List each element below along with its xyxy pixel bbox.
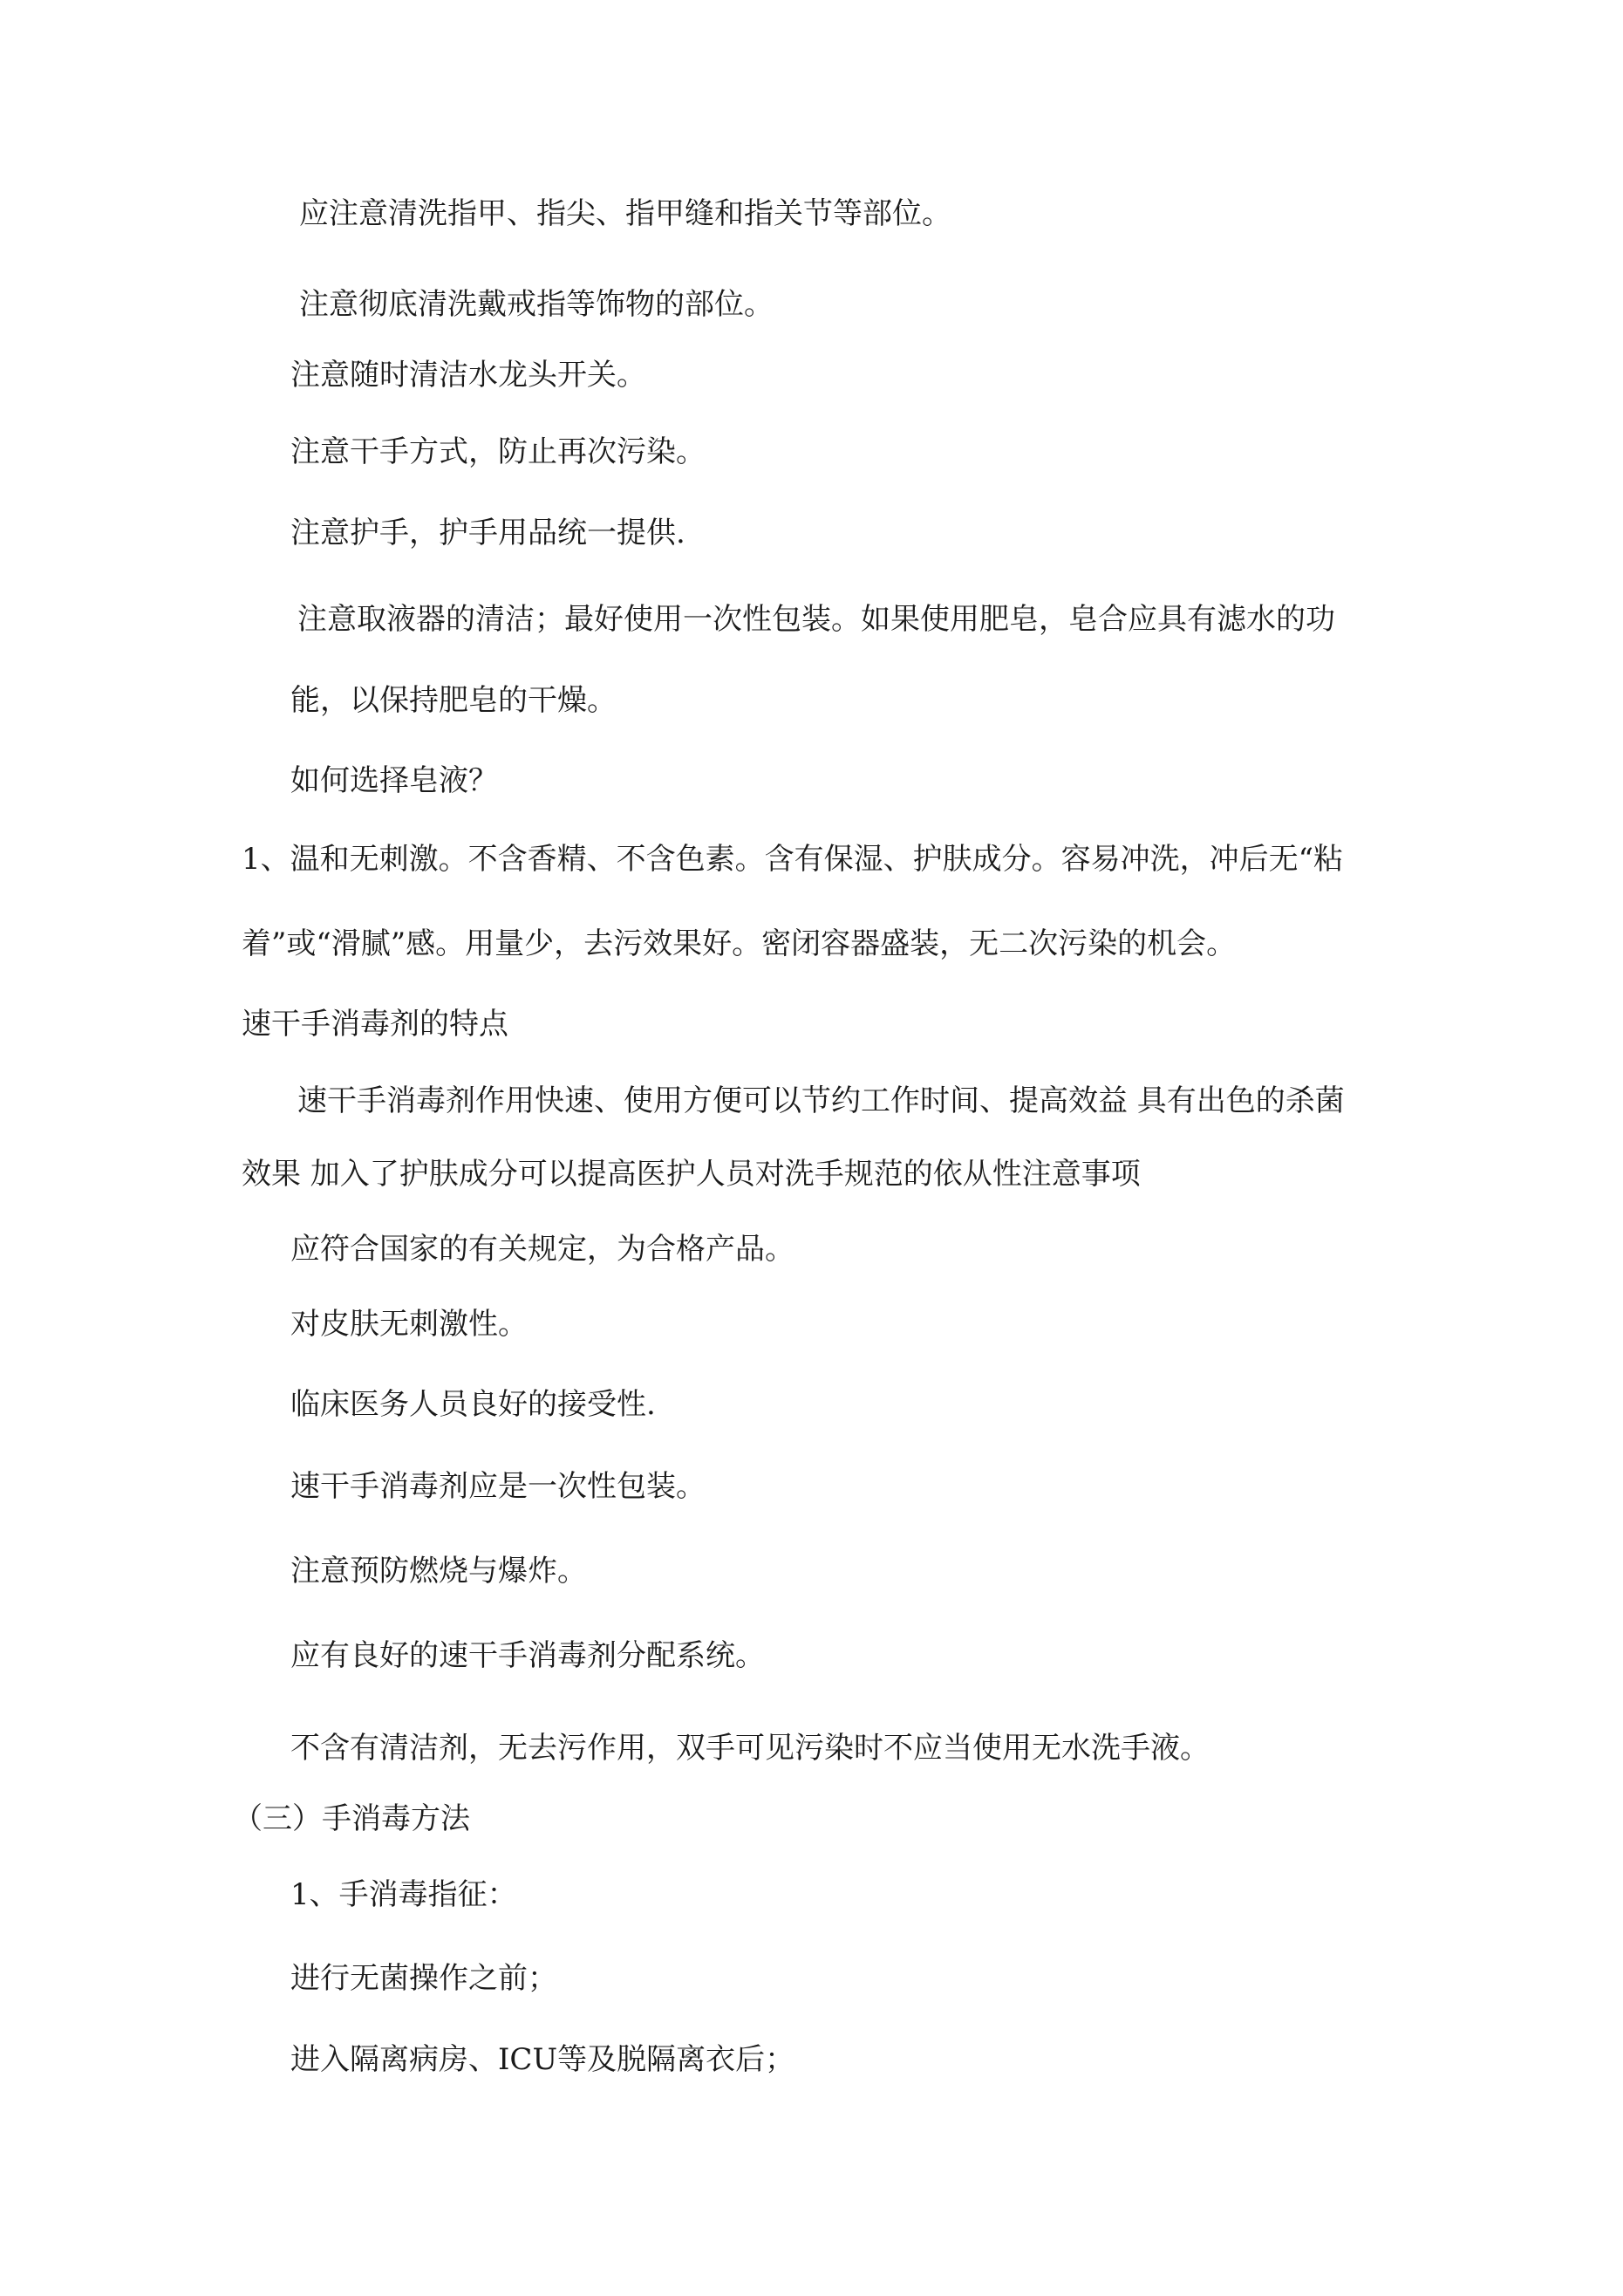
paragraph-line: 应符合国家的有关规定，为合格产品。 <box>290 1232 794 1267</box>
paragraph-line: 应注意清洗指甲、指尖、指甲缝和指关节等部位。 <box>299 196 951 231</box>
paragraph-line: 注意干手方式，防止再次污染。 <box>290 434 706 469</box>
paragraph-line: 速干手消毒剂作用快速、使用方便可以节约工作时间、提高效益 具有出色的杀菌 <box>297 1083 1345 1118</box>
paragraph-line: 注意护手，护手用品统一提供. <box>290 516 685 550</box>
paragraph-line: 注意取液器的清洁；最好使用一次性包装。如果使用肥皂，皂合应具有滤水的功 <box>297 602 1335 637</box>
paragraph-line: 临床医务人员良好的接受性. <box>290 1387 656 1422</box>
paragraph-line: 进行无菌操作之前； <box>290 1961 557 1996</box>
paragraph-line: 进入隔离病房、ICU等及脱隔离衣后； <box>290 2042 795 2077</box>
paragraph-line: 速干手消毒剂应是一次性包装。 <box>290 1469 706 1504</box>
list-item: 1、手消毒指征： <box>290 1877 517 1912</box>
paragraph-line: 着”或“滑腻”感。用量少，去污效果好。密闭容器盛装，无二次污染的机会。 <box>242 926 1237 961</box>
list-item: 1、温和无刺激。不含香精、不含色素。含有保湿、护肤成分。容易冲洗，冲后无“粘 <box>242 842 1344 877</box>
paragraph-line: 应有良好的速干手消毒剂分配系统。 <box>290 1638 765 1673</box>
paragraph-line: 注意随时清洁水龙头开关。 <box>290 358 646 393</box>
section-heading: 如何选择皂液？ <box>290 763 498 798</box>
paragraph-line: 能，以保持肥皂的干燥。 <box>290 683 617 718</box>
section-heading: （三）手消毒方法 <box>233 1801 470 1836</box>
paragraph-line: 不含有清洁剂，无去污作用，双手可见污染时不应当使用无水洗手液。 <box>290 1731 1210 1766</box>
paragraph-line: 效果 加入了护肤成分可以提高医护人员对洗手规范的依从性注意事项 <box>242 1157 1141 1192</box>
paragraph-line: 对皮肤无刺激性。 <box>290 1307 528 1342</box>
section-heading: 速干手消毒剂的特点 <box>242 1007 508 1042</box>
paragraph-line: 注意彻底清洗戴戒指等饰物的部位。 <box>299 287 774 322</box>
paragraph-line: 注意预防燃烧与爆炸。 <box>290 1554 587 1589</box>
